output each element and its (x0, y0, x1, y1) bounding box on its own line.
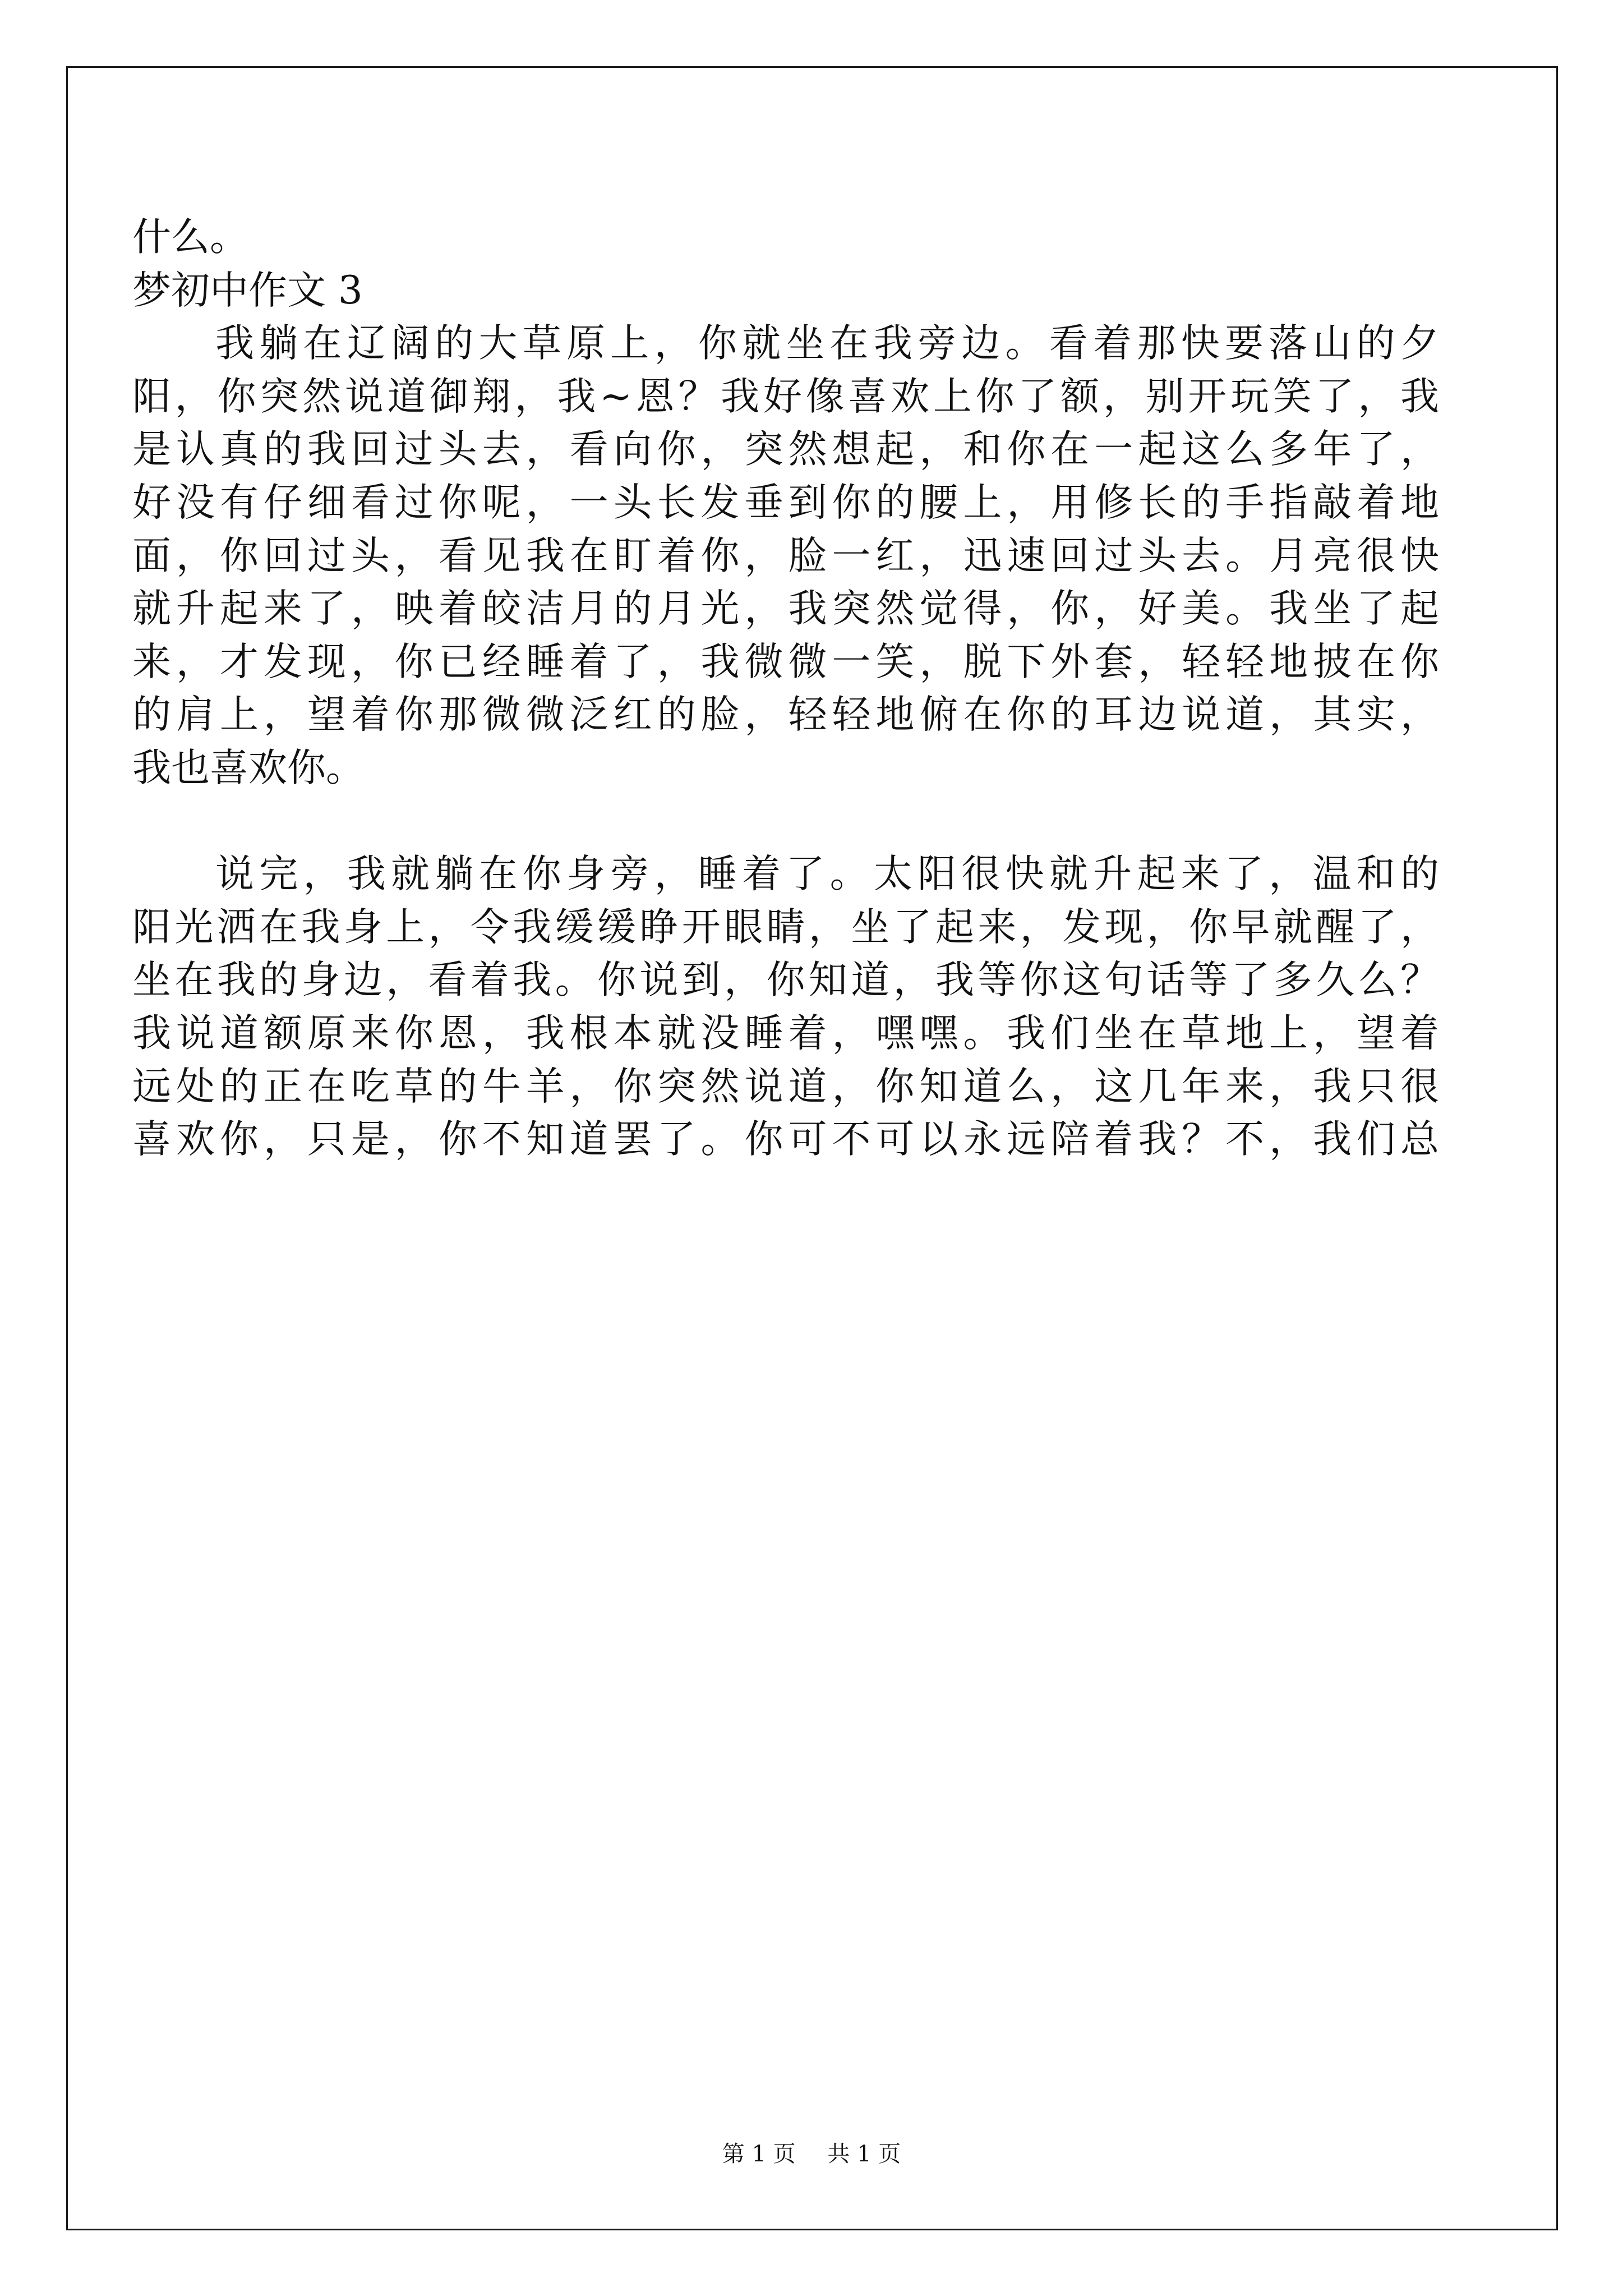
paragraph-line: 坐在我的身边，看着我。你说到，你知道，我等你这句话等了多久么？ (132, 958, 1439, 1003)
paragraph-line: 来，才发现，你已经睡着了，我微微一笑，脱下外套，轻轻地披在你 (132, 639, 1439, 684)
paragraph-line: 远处的正在吃草的牛羊，你突然说道，你知道么，这几年来，我只很 (132, 1064, 1439, 1109)
paragraph-line: 就升起来了，映着皎洁月的月光，我突然觉得，你，好美。我坐了起 (132, 586, 1439, 632)
paragraph-line: 我躺在辽阔的大草原上，你就坐在我旁边。看着那快要落山的夕 (215, 321, 1439, 366)
page-footer (0, 2136, 1623, 2168)
essay-heading: 梦初中作文 3 (132, 268, 363, 313)
paragraph-line: 我也喜欢你。 (132, 745, 365, 790)
paragraph-line: 说完，我就躺在你身旁，睡着了。太阳很快就升起来了，温和的 (215, 852, 1439, 897)
paragraph-line: 我说道额原来你恩，我根本就没睡着，嘿嘿。我们坐在草地上，望着 (132, 1010, 1439, 1056)
document-body (132, 211, 1439, 1166)
paragraph-1 (132, 317, 1439, 794)
paragraph-line: 面，你回过头，看见我在盯着你，脸一红，迅速回过头去。月亮很快 (132, 533, 1439, 578)
paragraph-2 (132, 848, 1439, 1166)
paragraph-spacer (132, 795, 1439, 848)
paragraph-line: 阳光洒在我身上，令我缓缓睁开眼睛，坐了起来，发现，你早就醒了， (132, 904, 1439, 950)
paragraph-line: 喜欢你，只是，你不知道罢了。你可不可以永远陪着我？不，我们总 (132, 1117, 1439, 1162)
page-number: 第 1 页 (722, 2141, 796, 2167)
page-total: 共 1 页 (827, 2141, 901, 2167)
continuation-line: 什么。 (132, 215, 248, 260)
paragraph-line: 是认真的我回过头去，看向你，突然想起，和你在一起这么多年了， (132, 427, 1439, 472)
paragraph-line: 的肩上，望着你那微微泛红的脸，轻轻地俯在你的耳边说道，其实， (132, 692, 1439, 738)
paragraph-line: 阳，你突然说道御翔，我~恩？我好像喜欢上你了额，别开玩笑了，我 (132, 374, 1439, 419)
paragraph-line: 好没有仔细看过你呢，一头长发垂到你的腰上，用修长的手指敲着地 (132, 480, 1439, 525)
